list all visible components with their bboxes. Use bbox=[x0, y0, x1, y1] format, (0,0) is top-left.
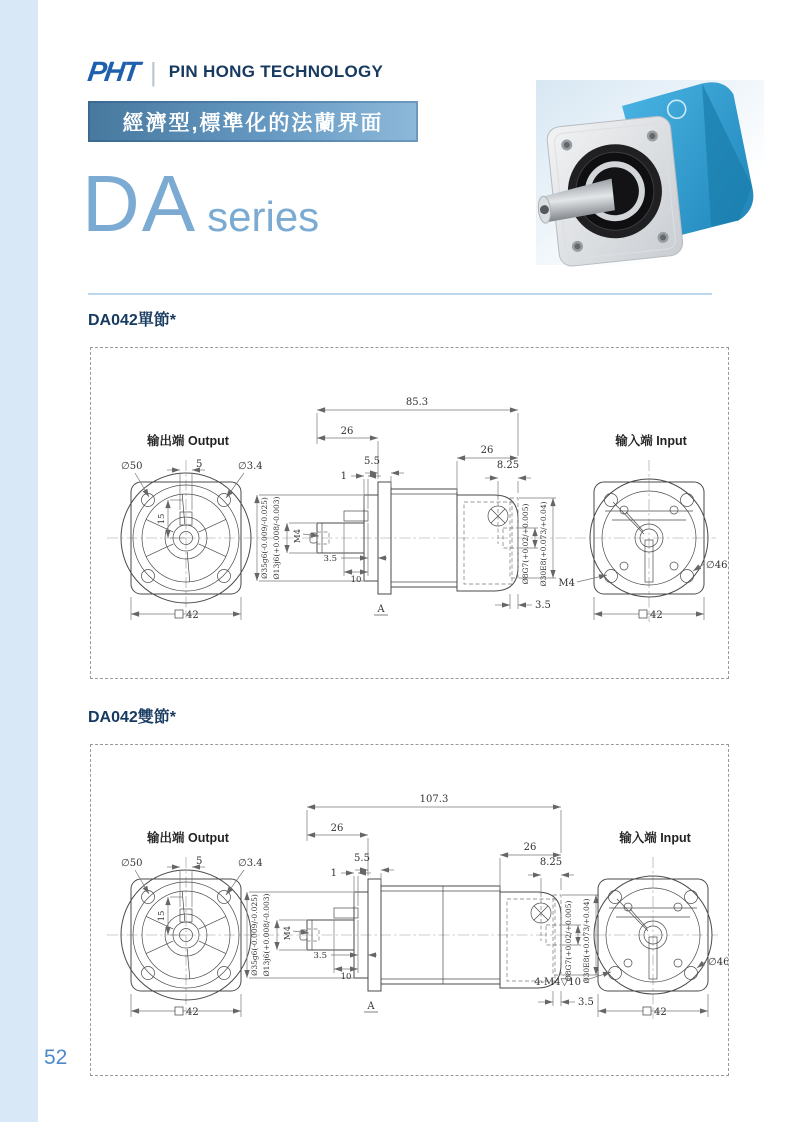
dim-square-in: 42 bbox=[650, 610, 663, 621]
tagline-banner: 經濟型,標準化的法蘭界面 bbox=[88, 101, 418, 142]
logo-abbr: PHT bbox=[85, 56, 141, 87]
output-front-view bbox=[121, 856, 263, 1018]
dim-hole-small: ∅3.4 bbox=[238, 858, 263, 869]
dim-shaft-boss: Ø35g6(-0.009/-0.025) bbox=[250, 894, 259, 976]
dim-key-len: 10 bbox=[340, 972, 352, 982]
page-number: 52 bbox=[44, 1046, 68, 1069]
dim-key-len: 10 bbox=[350, 575, 362, 585]
dim-shaft-dia: Ø13j6(+0.008/-0.003) bbox=[272, 496, 281, 580]
dim-flange-thickness: 5.5 bbox=[364, 456, 380, 467]
dim-shaft-boss: Ø35g6(-0.009/-0.025) bbox=[260, 497, 269, 579]
dim-square-in: 42 bbox=[654, 1007, 667, 1018]
dim-boss-len: 3.5 bbox=[323, 554, 337, 564]
side-section-view bbox=[257, 397, 556, 615]
output-front-view bbox=[121, 459, 263, 621]
dim-shaft-tap: M4 bbox=[283, 925, 293, 941]
series-title bbox=[82, 160, 319, 248]
dim-input-tap: M4 bbox=[558, 578, 575, 589]
output-view-label: 输出端 Output bbox=[147, 434, 229, 448]
dim-input-tap: 4-M4▽10 bbox=[534, 977, 581, 988]
dim-pilot-circle: ∅50 bbox=[121, 461, 143, 472]
logo-divider: | bbox=[150, 57, 157, 87]
input-view-label: 输入端 Input bbox=[615, 434, 687, 448]
input-front-view bbox=[558, 479, 727, 621]
dim-input-circle: ∅46 bbox=[706, 560, 728, 571]
logo bbox=[85, 56, 384, 88]
dim-input-bore: Ø8G7(+0.02/+0.005) bbox=[564, 900, 573, 982]
dim-total-length: 107.3 bbox=[419, 794, 449, 805]
header-divider bbox=[88, 293, 712, 295]
section-title-single: DA042單節* bbox=[88, 312, 177, 329]
dim-flange-thickness: 5.5 bbox=[354, 853, 370, 864]
series-title-big: DA bbox=[82, 159, 198, 248]
technical-drawing-double bbox=[91, 745, 728, 1075]
drawing-box-single bbox=[90, 347, 729, 679]
product-photo bbox=[536, 80, 764, 292]
dim-front-length: 26 bbox=[340, 426, 354, 437]
dim-rear-length: 26 bbox=[523, 842, 537, 853]
dim-shaft-dia: Ø13j6(+0.008/-0.003) bbox=[262, 893, 271, 977]
dim-key-center: 15 bbox=[157, 910, 167, 922]
series-title-small: series bbox=[207, 193, 320, 240]
dim-square-out: 42 bbox=[186, 1007, 199, 1018]
output-view-label: 输出端 Output bbox=[147, 831, 229, 845]
dim-pilot-circle: ∅50 bbox=[121, 858, 143, 869]
logo-name: PIN HONG TECHNOLOGY bbox=[168, 62, 384, 81]
section-title-double: DA042雙節* bbox=[88, 709, 177, 726]
dim-rear-length: 26 bbox=[480, 445, 494, 456]
section-mark: A bbox=[377, 604, 385, 615]
dim-key-center: 15 bbox=[157, 513, 167, 525]
dim-boss-len: 3.5 bbox=[313, 951, 327, 961]
section-mark: A bbox=[367, 1001, 375, 1012]
dim-total-length: 85.3 bbox=[405, 397, 429, 408]
dim-rear-dim: 3.5 bbox=[578, 997, 594, 1008]
dim-rear-dim: 3.5 bbox=[535, 600, 551, 611]
dim-square-out: 42 bbox=[186, 610, 199, 621]
dim-hole-small: ∅3.4 bbox=[238, 461, 263, 472]
drawing-box-double bbox=[90, 744, 729, 1076]
dim-front-length: 26 bbox=[330, 823, 344, 834]
dim-shaft-tap: M4 bbox=[293, 528, 303, 544]
dim-input-pilot: Ø30E8(+0.073/+0.04) bbox=[539, 501, 548, 587]
dim-step: 1 bbox=[340, 471, 347, 482]
dim-step: 1 bbox=[330, 868, 337, 879]
dim-rear-offset: 8.25 bbox=[539, 857, 563, 868]
left-accent-bar bbox=[0, 0, 38, 1122]
dim-input-circle: ∅46 bbox=[708, 957, 728, 968]
technical-drawing-single bbox=[91, 348, 728, 678]
dim-key-width: 5 bbox=[196, 459, 203, 470]
dim-input-bore: Ø8G7(+0.02/+0.005) bbox=[521, 503, 530, 585]
input-view-label: 输入端 Input bbox=[619, 831, 691, 845]
dim-key-width: 5 bbox=[196, 856, 203, 867]
dim-rear-offset: 8.25 bbox=[496, 460, 520, 471]
dim-input-pilot: Ø30E8(+0.073/+0.04) bbox=[582, 898, 591, 984]
